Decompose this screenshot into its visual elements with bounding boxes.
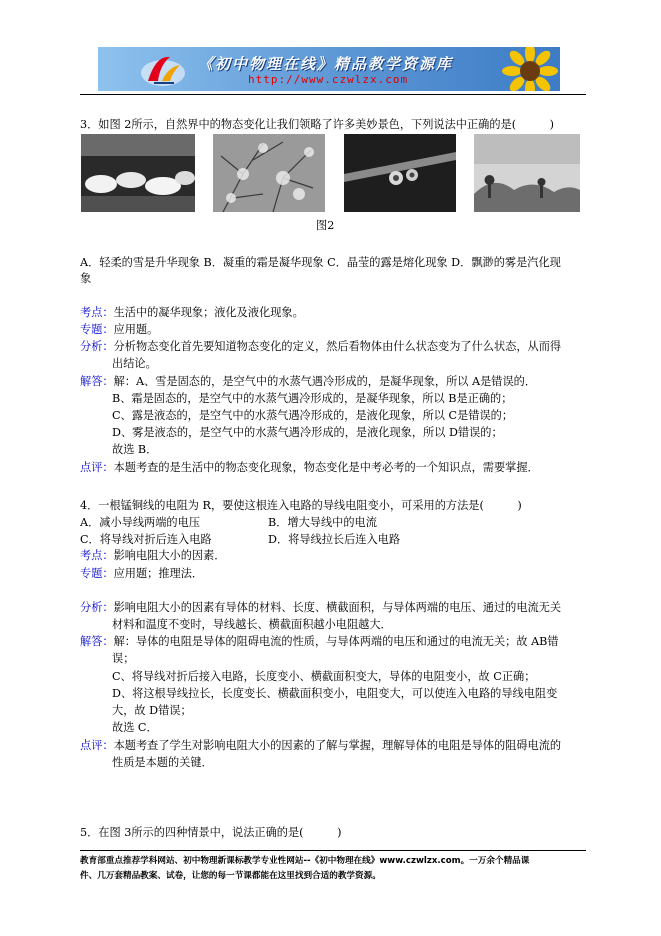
q4-fenxi-cont: 材料和温度不变时，导线越长、横截面积越小电阻越大． bbox=[112, 618, 392, 631]
snow-photo bbox=[81, 134, 195, 212]
q4-jieda-c: C、将导线对折后接入电路，长度变小、横截面积变大，导体的电阻变小，故 C正确； bbox=[112, 670, 536, 683]
q3-options: A．轻柔的雪是升华现象 B．凝重的霜是凝华现象 C．晶莹的露是熔化现象 D．飘渺的雾是汽化现 bbox=[80, 256, 561, 269]
footer-rule bbox=[80, 850, 586, 851]
q4-dianping-cont: 性质是本题的关键． bbox=[112, 756, 213, 769]
q4-dianping bbox=[80, 737, 561, 754]
footer-line-1: 教育部重点推荐学科网站、初中物理新课标教学专业性网站--《初中物理在线》www.czwlzx.com。一万余个精品课 bbox=[80, 856, 530, 866]
jieda-label: 解答： bbox=[80, 635, 114, 648]
q4-kaodian bbox=[80, 547, 225, 564]
q4-stem: 4．一根锰铜线的电阻为 R，要使这根连入电路的导线电阻变小，可采用的方法是( ) bbox=[80, 499, 522, 512]
zhuanti-text: 应用题；推理法． bbox=[113, 567, 204, 580]
q3-fenxi bbox=[80, 338, 561, 355]
q3-stem: 3．如图 2所示，自然界中的物态变化让我们领略了许多美妙景色，下列说法中正确的是( ) bbox=[80, 118, 555, 131]
header-banner bbox=[98, 47, 560, 91]
dew-photo bbox=[344, 134, 456, 212]
jieda-label: 解答： bbox=[80, 375, 114, 388]
q4-jieda bbox=[80, 633, 559, 650]
q4-option-c: C．将导线对折后连入电路 bbox=[80, 533, 212, 546]
q3-jieda-answer: 故选 B． bbox=[112, 443, 158, 456]
q3-jieda bbox=[80, 373, 536, 390]
q4-option-d: D．将导线拉长后连入电路 bbox=[268, 533, 401, 546]
q4-option-a: A．减小导线两端的电压 bbox=[80, 516, 200, 529]
q4-option-b: B．增大导线中的电流 bbox=[268, 516, 377, 529]
q5-stem: 5．在图 3所示的四种情景中，说法正确的是( ) bbox=[80, 826, 342, 839]
q3-options-cont: 象 bbox=[80, 272, 92, 285]
jieda-text: 解：导体的电阻是导体的阻碍电流的性质，与导体两端的电压和通过的电流无关；故 AB错 bbox=[113, 635, 559, 648]
dianping-label: 点评： bbox=[80, 739, 114, 752]
banner-url[interactable]: http://www.czwlzx.com bbox=[248, 73, 409, 86]
jieda-text: 解：A、雪是固态的，是空气中的水蒸气遇冷形成的，是凝华现象，所以 A是错误的． bbox=[113, 375, 537, 388]
q3-figure-caption: 图2 bbox=[316, 219, 335, 232]
kaodian-text: 影响电阻大小的因素． bbox=[113, 549, 226, 562]
q3-fenxi-cont: 出结论。 bbox=[112, 357, 157, 370]
q3-jieda-b: B、霜是固态的，是空气中的水蒸气遇冷形成的，是凝华现象，所以 B是正确的； bbox=[112, 392, 513, 405]
q3-dianping bbox=[80, 459, 539, 476]
q4-jieda-answer: 故选 C． bbox=[112, 721, 158, 734]
dianping-text: 本题考查了学生对影响电阻大小的因素的了解与掌握，理解导体的电阻是导体的阻碍电流的 bbox=[113, 739, 562, 752]
q3-kaodian bbox=[80, 304, 304, 321]
zhuanti-label: 专题： bbox=[80, 567, 114, 580]
q3-jieda-c: C、露是液态的，是空气中的水蒸气遇冷形成的，是液化现象，所以 C是错误的； bbox=[112, 409, 514, 422]
banner-title: 《初中物理在线》精品教学资源库 bbox=[198, 55, 454, 73]
fenxi-label: 分析： bbox=[80, 601, 114, 614]
q4-jieda-d: D、将这根导线拉长，长度变长、横截面积变小，电阻变大，可以使连入电路的导线电阻变 bbox=[112, 687, 558, 700]
sunflower-icon bbox=[498, 47, 560, 91]
kaodian-label: 考点： bbox=[80, 549, 114, 562]
header-rule bbox=[80, 94, 586, 95]
fog-photo bbox=[474, 134, 580, 212]
fenxi-text: 分析物态变化首先要知道物态变化的定义，然后看物体由什么状态变为了什么状态，从而得 bbox=[113, 340, 562, 353]
dianping-label: 点评： bbox=[80, 461, 114, 474]
kaodian-text: 生活中的凝华现象；液化及液化现象。 bbox=[113, 306, 304, 319]
fenxi-label: 分析： bbox=[80, 340, 114, 353]
fenxi-text: 影响电阻大小的因素有导体的材料、长度、横截面积，与导体两端的电压、通过的电流无关 bbox=[113, 601, 562, 614]
q4-jieda-d-cont: 大，故 D错误； bbox=[112, 704, 192, 717]
site-logo-icon bbox=[138, 51, 188, 89]
frost-photo bbox=[213, 134, 325, 212]
kaodian-label: 考点： bbox=[80, 306, 114, 319]
dianping-text: 本题考查的是生活中的物态变化现象，物态变化是中考必考的一个知识点，需要掌握． bbox=[113, 461, 539, 474]
zhuanti-label: 专题： bbox=[80, 323, 114, 336]
q3-zhuanti bbox=[80, 321, 158, 338]
q3-jieda-d: D、雾是液态的，是空气中的水蒸气遇冷形成的，是液化现象，所以 D错误的； bbox=[112, 426, 503, 439]
q4-fenxi bbox=[80, 599, 561, 616]
footer-line-2: 件、几万套精品教案、试卷，让您的每一节课都能在这里找到合适的教学资源。 bbox=[80, 871, 381, 881]
q4-zhuanti bbox=[80, 565, 203, 582]
zhuanti-text: 应用题。 bbox=[113, 323, 159, 336]
q4-jieda-cont: 误； bbox=[112, 652, 135, 665]
